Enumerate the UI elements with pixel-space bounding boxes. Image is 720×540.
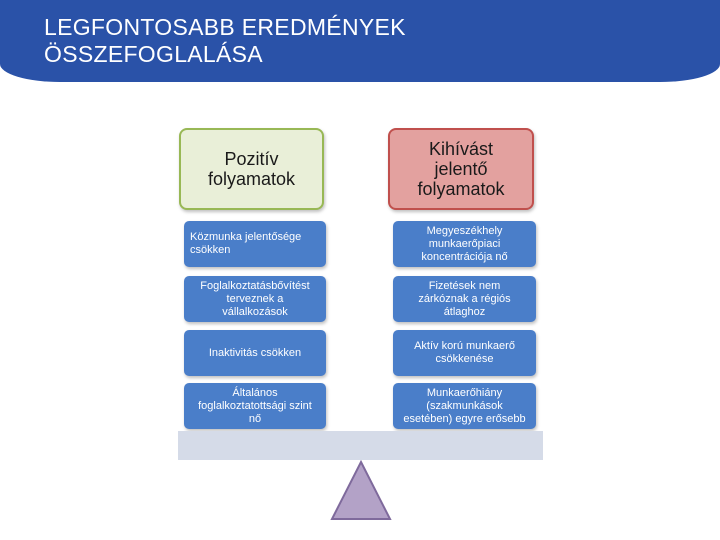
header-banner xyxy=(0,0,720,82)
negative-item: Munkaerőhiány (szakmunkások esetében) egyre erősebb xyxy=(393,383,536,429)
positive-column-header: Pozitív folyamatok xyxy=(179,128,324,210)
positive-item: Közmunka jelentősége csökken xyxy=(184,221,326,267)
balance-beam xyxy=(178,431,543,460)
fulcrum-triangle xyxy=(330,460,392,522)
negative-column-header: Kihívást jelentő folyamatok xyxy=(388,128,534,210)
positive-item: Inaktivitás csökken xyxy=(184,330,326,376)
positive-item: Foglalkoztatásbővítést terveznek a vállalkozások xyxy=(184,276,326,322)
positive-item: Általános foglalkoztatottsági szint nő xyxy=(184,383,326,429)
slide-title: LEGFONTOSABB EREDMÉNYEK ÖSSZEFOGLALÁSA xyxy=(44,14,406,67)
negative-item: Aktív korú munkaerő csökkenése xyxy=(393,330,536,376)
negative-item: Megyeszékhely munkaerőpiaci koncentrációja nő xyxy=(393,221,536,267)
negative-item: Fizetések nem zárkóznak a régiós átlaghoz xyxy=(393,276,536,322)
